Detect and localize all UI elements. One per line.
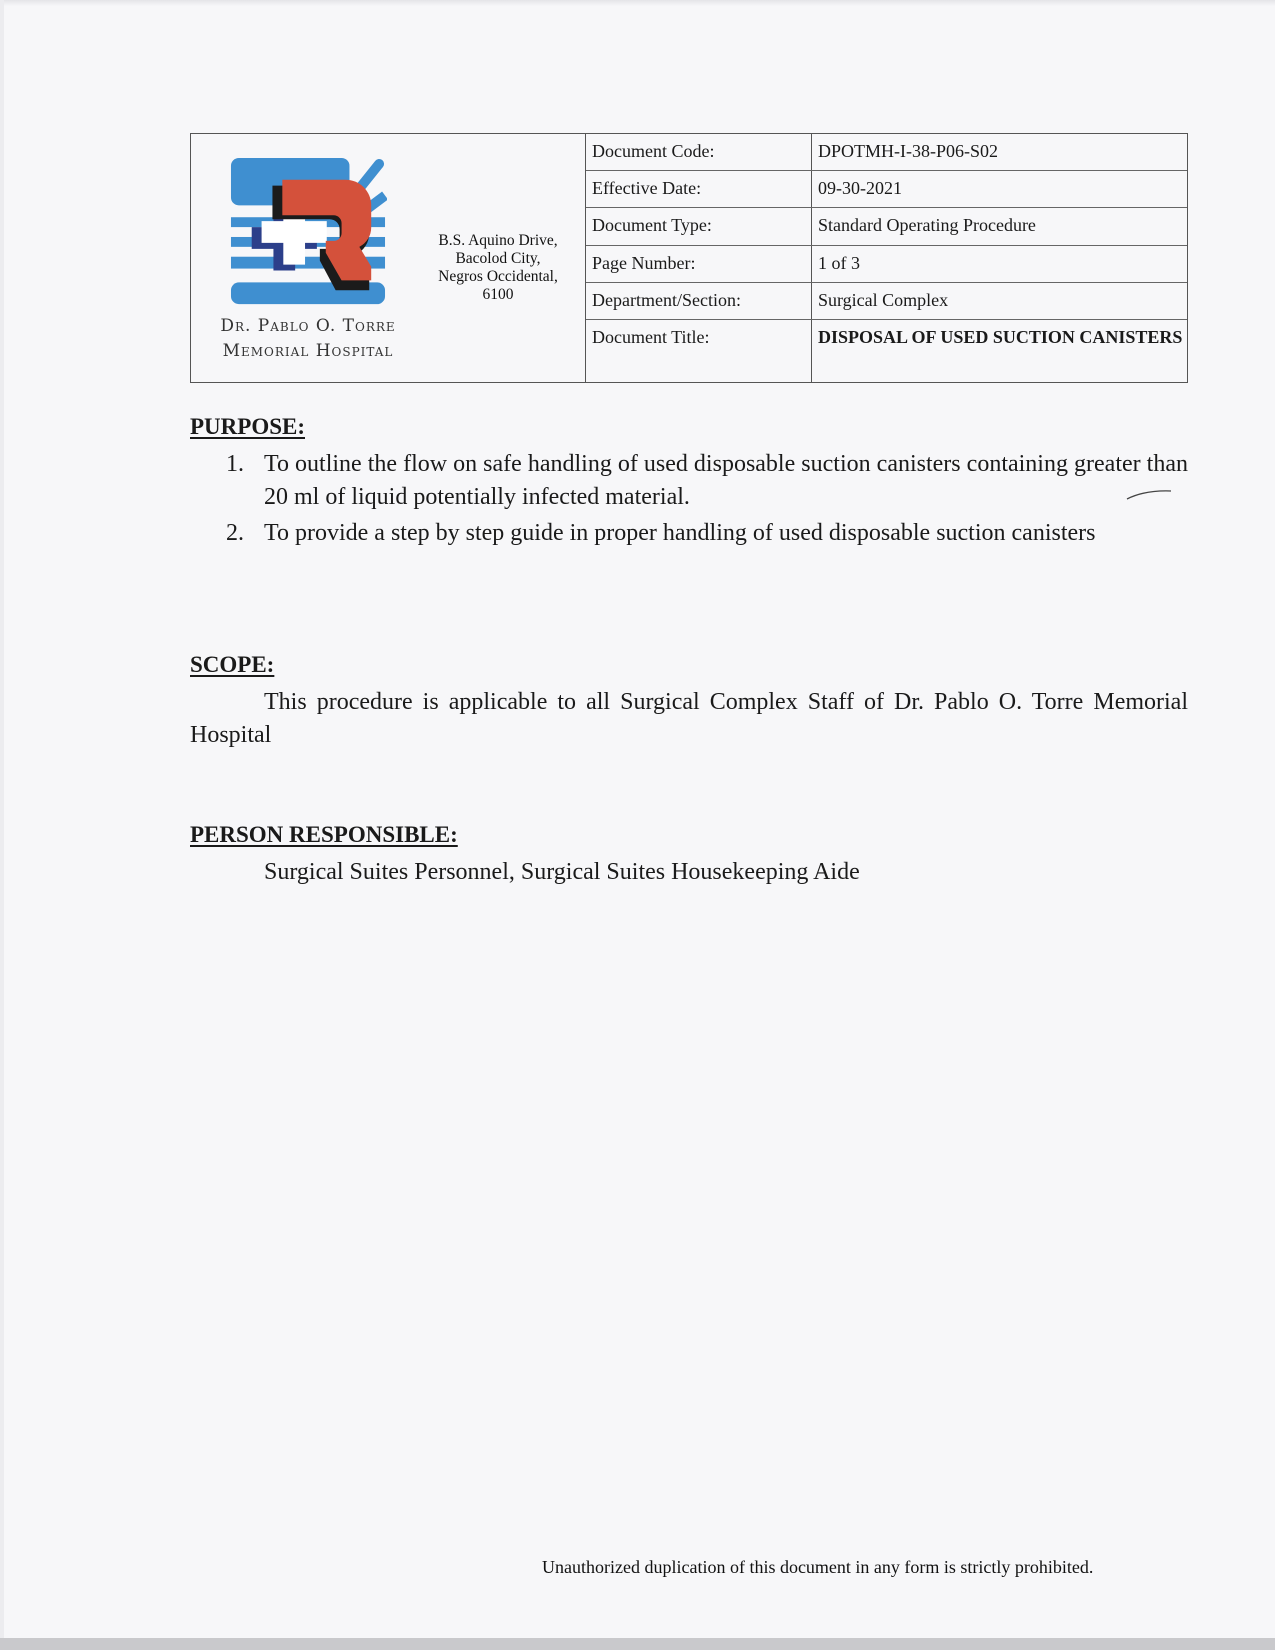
info-row-document-type (586, 208, 1187, 246)
address-line: B.S. Aquino Drive, (438, 232, 558, 249)
hospital-name-line-1: Dr. Pablo O. Torre (220, 316, 396, 336)
scope-text: This procedure is applicable to all Surgical Complex Staff of Dr. Pablo O. Torre Memorial Hospital (190, 689, 1188, 748)
scan-edge-bottom (0, 1638, 1275, 1650)
info-label: Document Type: (586, 208, 812, 245)
info-value: DPOTMH-I-38-P06-S02 (818, 141, 998, 161)
hospital-logo-icon (229, 156, 387, 314)
info-value: 09-30-2021 (818, 178, 902, 198)
info-value: Standard Operating Procedure (818, 215, 1036, 235)
address-line: 6100 (482, 286, 514, 303)
scan-edge-top (0, 0, 1275, 6)
item-text: To provide a step by step guide in proper handling of used disposable suction canisters (264, 520, 1096, 546)
info-row-department (586, 283, 1187, 320)
document-header-table (190, 133, 1188, 383)
info-label: Document Title: (586, 320, 812, 382)
hospital-name (203, 314, 413, 364)
purpose-heading: PURPOSE: (190, 414, 305, 439)
info-row-document-title (586, 320, 1187, 382)
item-number: 2. (226, 520, 244, 546)
purpose-list (226, 448, 1188, 550)
hospital-address (423, 232, 573, 304)
info-label: Department/Section: (586, 283, 812, 319)
document-info (586, 134, 1187, 382)
person-responsible-text: Surgical Suites Personnel, Surgical Suites Housekeeping Aide (264, 859, 860, 885)
purpose-item (226, 517, 1188, 550)
hospital-name-line-2: Memorial Hospital (222, 341, 394, 361)
scope-heading: SCOPE: (190, 652, 275, 677)
info-label: Effective Date: (586, 171, 812, 207)
info-row-document-code (586, 134, 1187, 171)
scan-edge-left (0, 0, 4, 1650)
address-line: Bacolod City, (455, 250, 541, 267)
footer-notice: Unauthorized duplication of this document in any form is strictly prohibited. (542, 1557, 1094, 1577)
item-text: To outline the flow on safe handling of used disposable suction canisters containing greater than 20 ml of liquid potentially infected material. (264, 451, 1188, 510)
info-label: Page Number: (586, 246, 812, 282)
person-responsible-heading: PERSON RESPONSIBLE: (190, 822, 458, 847)
purpose-item (226, 448, 1188, 514)
info-row-page-number (586, 246, 1187, 283)
pen-mark-icon (1125, 487, 1175, 501)
info-row-effective-date (586, 171, 1187, 208)
address-line: Negros Occidental, (438, 268, 558, 285)
item-number: 1. (226, 451, 244, 477)
info-value: Surgical Complex (818, 290, 949, 310)
logo-cell (191, 134, 586, 382)
document-title: DISPOSAL OF USED SUCTION CANISTERS (818, 327, 1183, 347)
info-label: Document Code: (586, 134, 812, 170)
info-value: 1 of 3 (818, 253, 860, 273)
